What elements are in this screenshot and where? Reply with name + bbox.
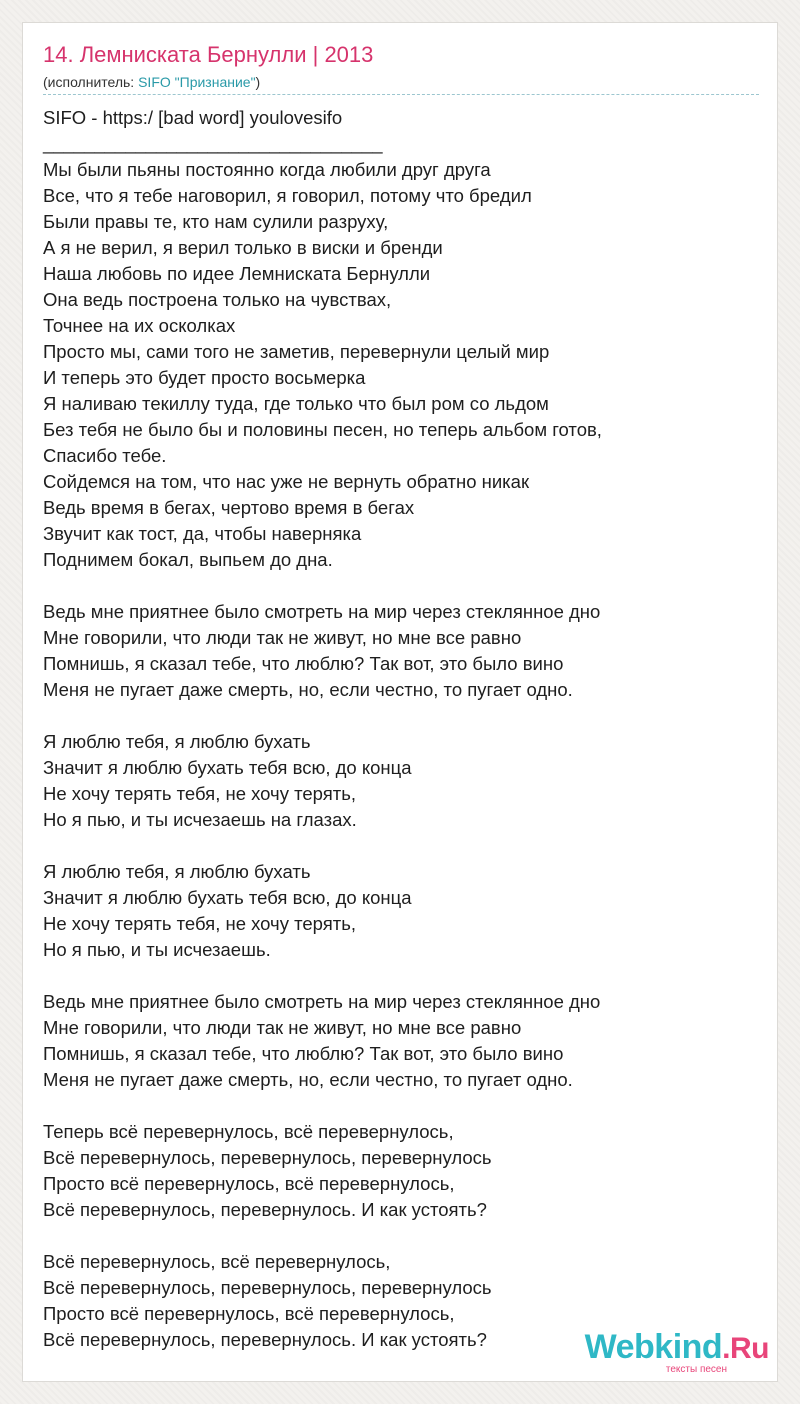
album-link[interactable]: "Признание" <box>174 74 256 90</box>
lyrics-line: Я люблю тебя, я люблю бухать <box>43 861 311 882</box>
lyrics-line: А я не верил, я верил только в виски и бренди <box>43 237 443 258</box>
site-logo[interactable] <box>585 1330 769 1375</box>
logo-tld: .Ru <box>722 1332 769 1365</box>
lyrics-line: Она ведь построена только на чувствах, <box>43 289 392 310</box>
lyrics-line: Просто всё перевернулось, всё перевернулось, <box>43 1173 455 1194</box>
lyrics-line: Без тебя не было бы и половины песен, но теперь альбом готов, <box>43 419 602 440</box>
lyrics-line: Были правы те, кто нам сулили разруху, <box>43 211 389 232</box>
lyrics-text <box>43 105 602 1353</box>
lyrics-line: Наша любовь по идее Лемниската Бернулли <box>43 263 431 284</box>
lyrics-blank-line <box>43 703 602 729</box>
lyrics-line: Просто всё перевернулось, всё перевернулось, <box>43 1303 455 1324</box>
lyrics-line: Мне говорили, что люди так не живут, но мне все равно <box>43 1017 522 1038</box>
lyrics-line: SIFO - https:/ [bad word] youlovesifo <box>43 107 343 128</box>
lyrics-line: Меня не пугает даже смерть, но, если честно, то пугает одно. <box>43 679 573 700</box>
header-divider <box>43 94 759 95</box>
lyrics-line: Ведь мне приятнее было смотреть на мир через стеклянное дно <box>43 601 601 622</box>
lyrics-line: Звучит как тост, да, чтобы наверняка <box>43 523 362 544</box>
lyrics-blank-line <box>43 573 602 599</box>
lyrics-card <box>22 22 778 1382</box>
lyrics-line: Поднимем бокал, выпьем до дна. <box>43 549 333 570</box>
lyrics-line: И теперь это будет просто восьмерка <box>43 367 366 388</box>
subtitle-prefix: (исполнитель: <box>43 74 139 90</box>
lyrics-line: Не хочу терять тебя, не хочу терять, <box>43 913 356 934</box>
lyrics-line: Теперь всё перевернулось, всё перевернулось, <box>43 1121 454 1142</box>
lyrics-line: Просто мы, сами того не заметив, перевернули целый мир <box>43 341 550 362</box>
lyrics-line: Значит я люблю бухать тебя всю, до конца <box>43 887 412 908</box>
lyrics-line: Всё перевернулось, всё перевернулось, <box>43 1251 391 1272</box>
lyrics-line: Я люблю тебя, я люблю бухать <box>43 731 311 752</box>
artist-subtitle <box>43 74 260 90</box>
lyrics-line: Все, что я тебе наговорил, я говорил, потому что бредил <box>43 185 532 206</box>
lyrics-line: Но я пью, и ты исчезаешь. <box>43 939 271 960</box>
lyrics-line: Помнишь, я сказал тебе, что люблю? Так вот, это было вино <box>43 653 564 674</box>
artist-link[interactable]: SIFO <box>138 74 171 90</box>
lyrics-line: Мне говорили, что люди так не живут, но мне все равно <box>43 627 522 648</box>
lyrics-line: Сойдемся на том, что нас уже не вернуть обратно никак <box>43 471 530 492</box>
logo-wordmark: Webkind <box>584 1328 723 1366</box>
lyrics-line: Мы были пьяны постоянно когда любили друг друга <box>43 159 491 180</box>
lyrics-blank-line <box>43 1093 602 1119</box>
lyrics-line: Но я пью, и ты исчезаешь на глазах. <box>43 809 357 830</box>
lyrics-line: Помнишь, я сказал тебе, что люблю? Так вот, это было вино <box>43 1043 564 1064</box>
lyrics-line: Всё перевернулось, перевернулось. И как устоять? <box>43 1199 487 1220</box>
subtitle-suffix: ) <box>255 74 261 90</box>
lyrics-line: Ведь время в бегах, чертово время в бегах <box>43 497 415 518</box>
lyrics-line: Всё перевернулось, перевернулось, перевернулось <box>43 1277 492 1298</box>
lyrics-line: Точнее на их осколках <box>43 315 236 336</box>
lyrics-blank-line <box>43 963 602 989</box>
lyrics-line: Спасибо тебе. <box>43 445 167 466</box>
lyrics-line: Не хочу терять тебя, не хочу терять, <box>43 783 356 804</box>
lyrics-line: Ведь мне приятнее было смотреть на мир через стеклянное дно <box>43 991 601 1012</box>
logo-tagline: тексты песен <box>665 1364 727 1375</box>
lyrics-line: _________________________________ <box>43 133 383 154</box>
lyrics-line: Значит я люблю бухать тебя всю, до конца <box>43 757 412 778</box>
lyrics-blank-line <box>43 1223 602 1249</box>
page-title: 14. Лемниската Бернулли | 2013 <box>43 42 374 67</box>
lyrics-line: Всё перевернулось, перевернулось, перевернулось <box>43 1147 492 1168</box>
lyrics-line: Я наливаю текиллу туда, где только что был ром со льдом <box>43 393 549 414</box>
lyrics-line: Меня не пугает даже смерть, но, если честно, то пугает одно. <box>43 1069 573 1090</box>
lyrics-blank-line <box>43 833 602 859</box>
lyrics-line: Всё перевернулось, перевернулось. И как устоять? <box>43 1329 487 1350</box>
